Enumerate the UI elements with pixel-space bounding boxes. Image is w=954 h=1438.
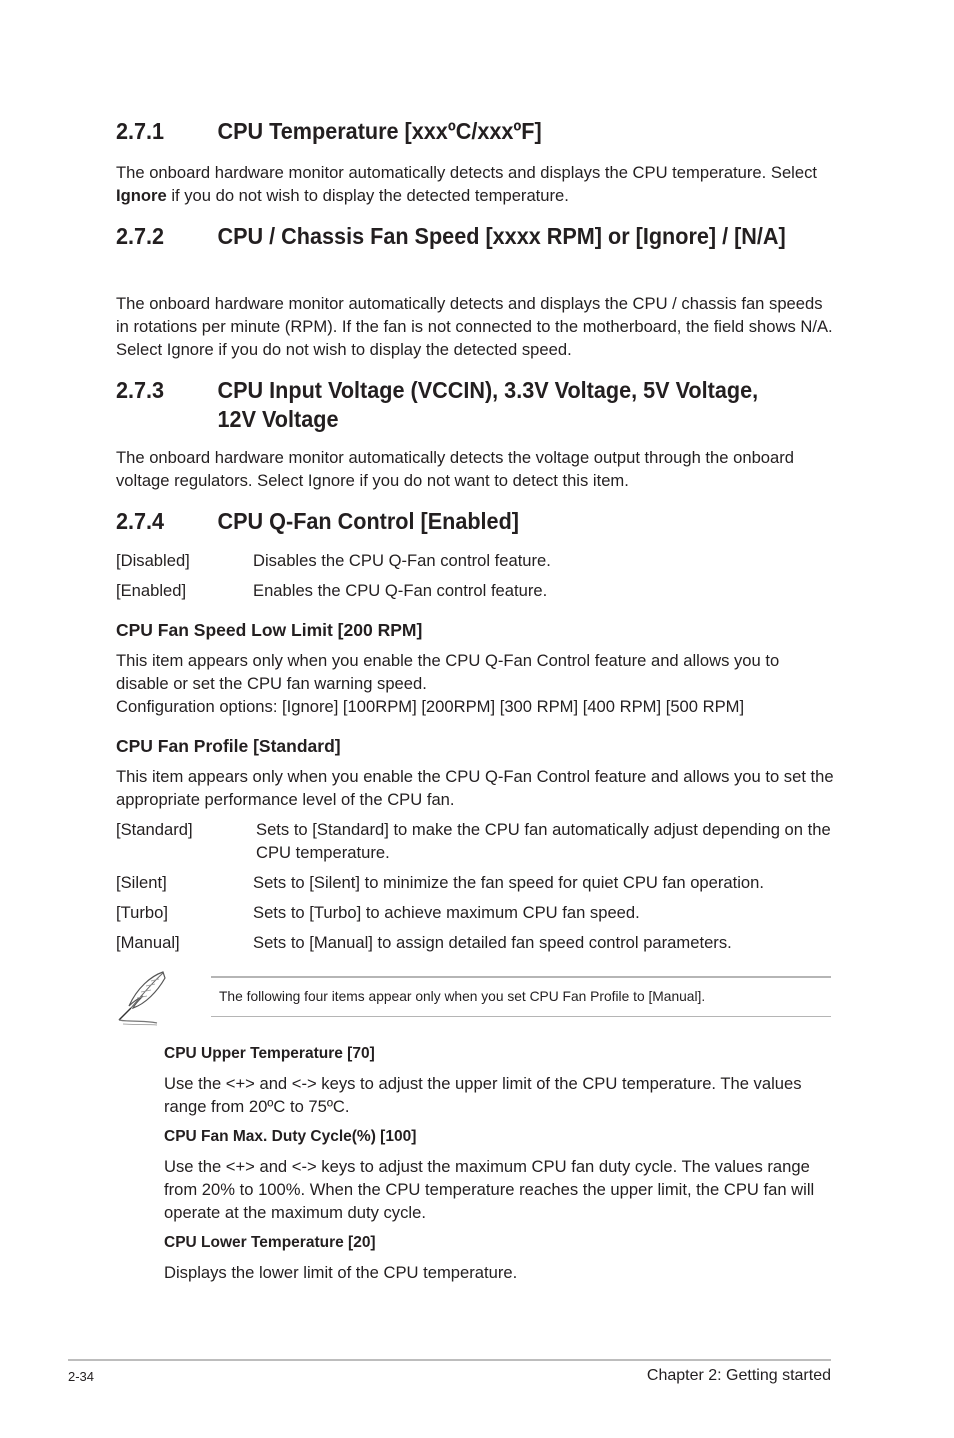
manual-item-body: Use the <+> and <-> keys to adjust the maximum CPU fan duty cycle. The values range from 20% to 100%. When the CPU temperature reaches the upper limit, the CPU fan will operate at the maximum duty cycle. [164, 1157, 815, 1223]
section-number: 2.7.3 [116, 377, 165, 403]
option-desc: Enables the CPU Q-Fan control feature. [253, 581, 548, 600]
body-bold-text: Ignore [116, 186, 167, 206]
section-body: The onboard hardware monitor automatically detects and displays the CPU / chassis fan speeds in rotations per minute (RPM). If the fan is not connected to the motherboard, the field shows N/A. Select Ignore if you do not wish to display the detected speed. [116, 294, 833, 360]
section-body [116, 161, 836, 207]
note-top-rule [211, 976, 831, 978]
note-bottom-rule [211, 1016, 831, 1017]
subsection-title: CPU Fan Speed Low Limit [200 RPM] [116, 620, 423, 640]
section-number: 2.7.4 [116, 508, 165, 534]
section-title: CPU Q-Fan Control [Enabled] [217, 508, 519, 534]
section-heading-2-7-3 [116, 376, 793, 434]
option-desc: Sets to [Standard] to make the CPU fan automatically adjust depending on the CPU temperature. [256, 820, 831, 863]
option-key: [Disabled] [116, 551, 190, 570]
option-desc: Disables the CPU Q-Fan control feature. [253, 551, 551, 570]
subsection-body [116, 649, 836, 719]
option-desc: Sets to [Turbo] to achieve maximum CPU fan speed. [253, 903, 640, 922]
manual-item-title: CPU Fan Max. Duty Cycle(%) [100] [164, 1128, 417, 1145]
section-heading-2-7-4 [116, 507, 793, 536]
page-number: 2-34 [68, 1369, 95, 1384]
config-options: Configuration options: [Ignore] [100RPM] [200RPM] [300 RPM] [400 RPM] [500 RPM] [116, 697, 745, 717]
option-row [116, 931, 836, 954]
body-text: This item appears only when you enable the CPU Q-Fan Control feature and allows you to disable or set the CPU fan warning speed. [116, 651, 780, 694]
chapter-label: Chapter 2: Getting started [646, 1367, 831, 1384]
option-key: [Silent] [116, 873, 167, 892]
section-title: CPU Temperature [xxxºC/xxxºF] [217, 118, 542, 144]
note-text: The following four items appear only when you set CPU Fan Profile to [Manual]. [219, 989, 706, 1004]
subsection-title: CPU Fan Profile [Standard] [116, 736, 341, 756]
section-number: 2.7.2 [116, 223, 165, 249]
option-row [116, 871, 836, 894]
option-row [116, 901, 836, 924]
section-number: 2.7.1 [116, 118, 165, 144]
option-row [116, 579, 836, 602]
section-title: CPU Input Voltage (VCCIN), 3.3V Voltage, 5V Voltage, 12V Voltage [217, 377, 759, 432]
option-key: [Enabled] [116, 581, 187, 600]
manual-item-title: CPU Upper Temperature [70] [164, 1045, 375, 1062]
subsection-body: This item appears only when you enable the CPU Q-Fan Control feature and allows you to set the appropriate performance level of the CPU fan. [116, 767, 834, 810]
option-row [116, 818, 836, 864]
body-text: The onboard hardware monitor automatically detects and displays the CPU temperature. Select [116, 163, 817, 182]
option-row [116, 549, 836, 572]
footer-rule [68, 1359, 831, 1361]
option-desc: Sets to [Manual] to assign detailed fan speed control parameters. [253, 933, 732, 952]
option-key: [Manual] [116, 933, 180, 952]
section-title: CPU / Chassis Fan Speed [xxxx RPM] or [Ignore] / [N/A] [217, 223, 786, 249]
body-text: if you do not wish to display the detected temperature. [166, 186, 569, 206]
manual-item-body: Displays the lower limit of the CPU temperature. [164, 1263, 518, 1282]
manual-item-body: Use the <+> and <-> keys to adjust the upper limit of the CPU temperature. The values range from 20ºC to 75ºC. [164, 1074, 802, 1117]
option-key: [Turbo] [116, 903, 168, 922]
section-heading-2-7-1 [116, 117, 793, 146]
option-key: [Standard] [116, 820, 193, 839]
option-desc: Sets to [Silent] to minimize the fan speed for quiet CPU fan operation. [253, 873, 764, 892]
section-heading-2-7-2 [116, 222, 793, 251]
section-body: The onboard hardware monitor automatically detects the voltage output through the onboard voltage regulators. Select Ignore if you do not want to detect this item. [116, 448, 795, 491]
manual-item-title: CPU Lower Temperature [20] [164, 1234, 376, 1251]
feather-pen-icon [113, 968, 173, 1028]
